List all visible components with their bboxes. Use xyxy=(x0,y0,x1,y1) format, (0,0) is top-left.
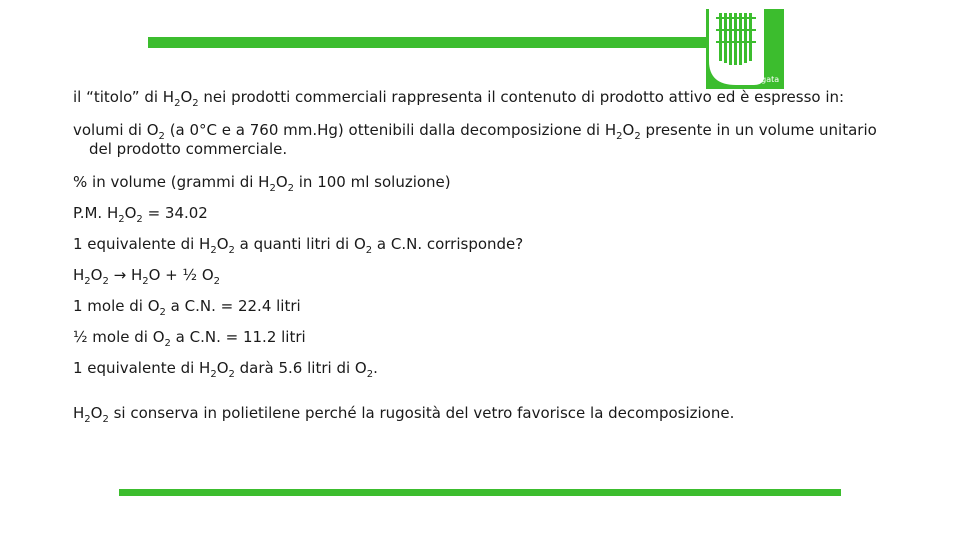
text-line-percent-volume: % in volume (grammi di $H_2O_2$ in 100 ml soluzione) xyxy=(73,173,451,194)
text-line-storage: $H_2O_2$ si conserva in polietilene perché la rugosità del vetro favorisce la decomposizione. xyxy=(73,404,735,425)
text-line-half-mole: ½ mole di $O_2$ a C.N. = 11.2 litri xyxy=(73,328,306,349)
text-line-one-mole: 1 mole di $O_2$ a C.N. = 22.4 litri xyxy=(73,297,301,318)
text-line-question: 1 equivalente di $H_2O_2$ a quanti litri di $O_2$ a C.N. corrisponde? xyxy=(73,235,524,256)
text-line-volumi: volumi di $O_2$ (a 0°C e a 760 mm.Hg) ottenibili dalla decomposizione di $H_2O_2$ presente in un volume unitario del prodotto commerciale. xyxy=(73,121,877,158)
slide-body xyxy=(73,88,903,437)
top-accent-bar xyxy=(148,37,708,48)
logo-caption: Tor Vergata xyxy=(734,75,780,84)
text-line-molecular-weight: P.M. $H_2O_2 = 34.02$ xyxy=(73,204,208,225)
university-logo xyxy=(706,9,784,89)
text-line-reaction: $H_2O_2 \to H_2O$ + ½ $O_2$ xyxy=(73,266,221,287)
text-line-equivalent: 1 equivalente di $H_2O_2$ darà 5.6 litri di $O_2$. xyxy=(73,359,378,380)
text-line-titolo: il “titolo” di $H_2O_2$ nei prodotti commerciali rappresenta il contenuto di prodotto attivo ed è espresso in: xyxy=(73,88,845,109)
bottom-accent-bar xyxy=(119,489,841,496)
